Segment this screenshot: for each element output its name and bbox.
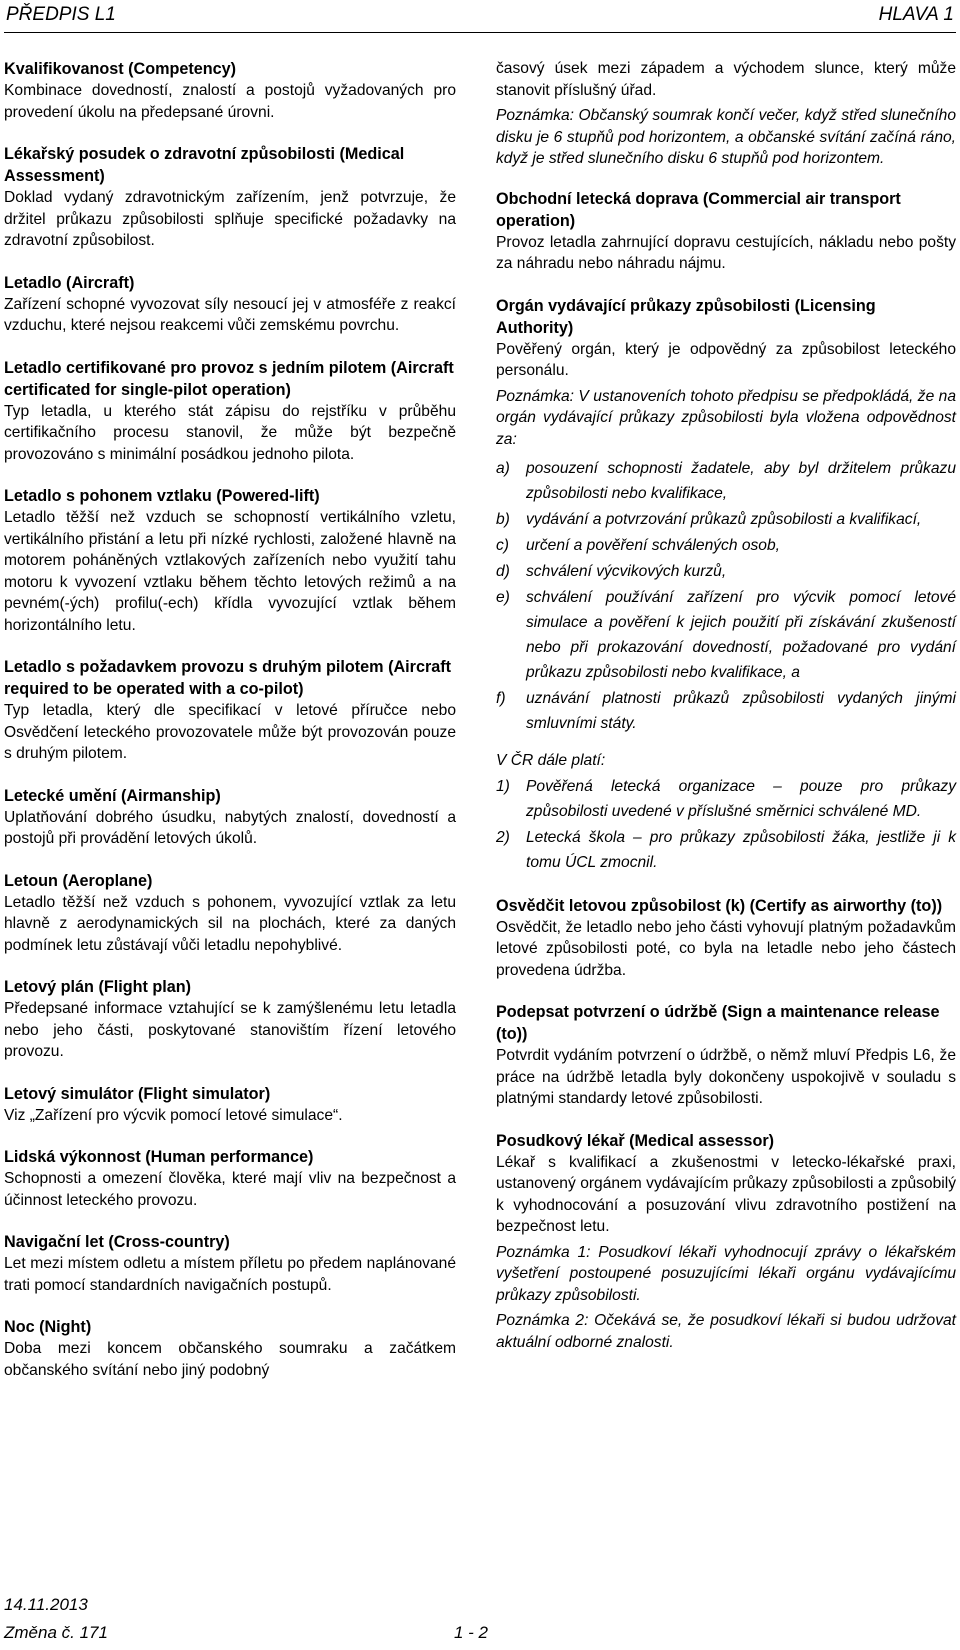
list-item-text: Letecká škola – pro průkazy způsobilosti žáka, jestliže ji k tomu ÚCL zmocnil. bbox=[526, 828, 956, 871]
list-item-text: určení a pověření schválených osob, bbox=[526, 537, 780, 554]
list-marker: 1) bbox=[496, 777, 510, 795]
definition-note: Poznámka: Občanský soumrak končí večer, když střed slunečního disku je 6 stupňů pod horizontem, a občanské svítání začíná ráno, když je střed slunečního disku 6 stupňů pod horizontem. bbox=[496, 107, 956, 167]
list-item-text: vydávání a potvrzování průkazů způsobilosti a kvalifikací, bbox=[526, 511, 922, 528]
definition-term: Letadlo s požadavkem provozu s druhým pilotem (Aircraft required to be operated with a co-pilot) bbox=[4, 658, 452, 698]
definition-note: Poznámka 1: Posudkoví lékaři vyhodnocují zprávy o lékařském vyšetření postoupené posuzujícími lékaři orgánu vydávajícímu průkazy způsobilosti. bbox=[496, 1243, 956, 1304]
cz-note-intro: V ČR dále platí: bbox=[496, 752, 606, 769]
list-marker: 2) bbox=[496, 828, 510, 846]
page-header bbox=[4, 2, 956, 33]
definition-term: Letadlo certifikované pro provoz s jedním pilotem (Aircraft certificated for single-pilot operation) bbox=[4, 358, 454, 399]
definition-text: časový úsek mezi západem a východem slunce, který může stanovit příslušný úřad. bbox=[496, 60, 956, 99]
definition-text: Provoz letadla zahrnující dopravu cestujících, nákladu nebo pošty za náhradu nebo náhradu nájmu. bbox=[496, 233, 956, 272]
definition-text: Doklad vydaný zdravotnickým zařízením, jenž potvrzuje, že držitel průkazu způsobilosti splňuje specifické požadavky na zdravotní způsobilost. bbox=[4, 189, 456, 249]
definition-entry bbox=[496, 188, 956, 275]
definition-term: Kvalifikovanost (Competency) bbox=[4, 60, 237, 78]
list-item bbox=[496, 507, 956, 532]
definition-entry bbox=[4, 1146, 456, 1211]
definition-term: Navigační let (Cross-country) bbox=[4, 1233, 230, 1251]
cz-list bbox=[496, 774, 956, 875]
definition-entry bbox=[4, 272, 456, 337]
footer-page-number: 1 - 2 bbox=[454, 1623, 489, 1642]
list-marker: e) bbox=[496, 589, 510, 606]
definition-text: Osvědčit, že letadlo nebo jeho části vyhovují platným požadavkům letové způsobilosti poté, co byla na letadle nebo jeho částech provedena údržba. bbox=[496, 918, 956, 979]
definition-text: Let mezi místem odletu a místem příletu po předem naplánované trati pomocí standardních navigačních postupů. bbox=[4, 1255, 456, 1294]
definition-term: Lidská výkonnost (Human performance) bbox=[4, 1148, 314, 1166]
definition-text: Typ letadla, u kterého stát zápisu do rejstříku v průběhu certifikačního procesu stanovil, že může být bezpečně provozováno s minimální posádkou jednoho pilota. bbox=[4, 402, 456, 463]
list-marker: d) bbox=[496, 563, 510, 580]
definition-text: Zařízení schopné vyvozovat síly nesoucí jej v atmosféře z reakcí vzduchu, které nejsou reakcemi vůči zemskému povrchu. bbox=[4, 295, 456, 334]
definition-entry bbox=[4, 976, 456, 1063]
definition-entry bbox=[4, 58, 456, 123]
definition-entry bbox=[4, 485, 456, 636]
definition-term: Letecké umění (Airmanship) bbox=[4, 786, 221, 805]
list-item-text: schválení výcvikových kurzů, bbox=[526, 563, 727, 580]
definition-term: Letadlo (Aircraft) bbox=[4, 273, 135, 292]
header-chapter: HLAVA 1 bbox=[878, 4, 954, 25]
definition-text: Letadlo těžší než vzduch s pohonem, vyvozující vztlak za letu hlavně z aerodynamických sil na plochách, které za daných podmínek letu zůstávají vůči letadlu nepohyblivé. bbox=[4, 893, 456, 954]
header-document-name: PŘEDPIS L1 bbox=[6, 4, 116, 25]
definition-entry bbox=[496, 1001, 956, 1110]
list-marker: c) bbox=[496, 537, 509, 554]
definition-term: Letoun (Aeroplane) bbox=[4, 871, 153, 890]
definition-text: Viz „Zařízení pro výcvik pomocí letové simulace“. bbox=[4, 1106, 343, 1124]
list-item bbox=[496, 774, 956, 824]
definition-entry bbox=[4, 1083, 456, 1127]
list-item bbox=[496, 456, 956, 506]
definition-note: Poznámka 2: Očekává se, že posudkoví lékaři si budou udržovat aktuální odborné znalosti. bbox=[496, 1312, 956, 1351]
definition-entry bbox=[4, 143, 456, 252]
definition-entry bbox=[4, 870, 456, 957]
definition-text: Typ letadla, který dle specifikací v letové příručce nebo Osvědčení leteckého provozovatele může být provozován pouze s druhým pilotem. bbox=[4, 702, 456, 762]
definition-text: Uplatňování dobrého úsudku, nabytých znalostí, dovedností a postojů při provádění letových úkolů. bbox=[4, 808, 456, 847]
definition-term: Lékařský posudek o zdravotní způsobilosti (Medical Assessment) bbox=[4, 145, 405, 185]
definition-text: Letadlo těžší než vzduch se schopností vertikálního vzletu, vertikálního přistání a letu při nízké rychlosti, založené hlavně na motorem poháněných vztlakových zařízeních nebo využití tahu motoru k vyvození vztlaku během těchto letových režimů a na pevném(-ých) profilu(-ech) křídla vyvozující vztlak během horizontálního letu. bbox=[4, 509, 456, 634]
list-marker: f) bbox=[496, 690, 506, 707]
definition-text: Doba mezi koncem občanského soumraku a začátkem občanského svítání nebo jiný podobný bbox=[4, 1340, 456, 1379]
list-item bbox=[496, 585, 956, 685]
definition-text: Kombinace dovedností, znalostí a postojů vyžadovaných pro provedení úkolu na předepsané úrovni. bbox=[4, 82, 456, 121]
list-item bbox=[496, 533, 956, 558]
list-item bbox=[496, 825, 956, 875]
list-item-text: posouzení schopnosti žadatele, aby byl držitelem průkazu způsobilosti nebo kvalifikace, bbox=[526, 460, 956, 502]
footer-amendment: Změna č. 171 bbox=[4, 1623, 108, 1642]
definition-term: Noc (Night) bbox=[4, 1318, 92, 1336]
responsibility-list bbox=[496, 456, 956, 736]
definition-term: Letový simulátor (Flight simulator) bbox=[4, 1084, 271, 1103]
definition-entry bbox=[4, 785, 456, 850]
definition-term: Letový plán (Flight plan) bbox=[4, 978, 192, 996]
definition-continuation bbox=[496, 58, 956, 170]
definition-term: Letadlo s pohonem vztlaku (Powered-lift) bbox=[4, 487, 320, 505]
list-marker: b) bbox=[496, 511, 510, 528]
list-item-text: Pověřená letecká organizace – pouze pro průkazy způsobilosti uvedené v příslušné směrnici schválené MD. bbox=[526, 777, 956, 820]
definition-entry bbox=[4, 656, 456, 765]
definition-text: Předepsané informace vztahující se k zamýšlenému letu letadla nebo jeho části, poskytované stanovištím řízení letového provozu. bbox=[4, 1000, 456, 1060]
definition-entry bbox=[496, 1130, 956, 1354]
definition-note: Poznámka: V ustanoveních tohoto předpisu se předpokládá, že na orgán vydávající průkazy způsobilosti byla vložena odpovědnost za: bbox=[496, 387, 956, 448]
definition-entry bbox=[496, 895, 956, 982]
footer-date: 14.11.2013 bbox=[4, 1595, 88, 1614]
definition-text: Schopnosti a omezení člověka, které mají vliv na bezpečnost a účinnost leteckého provozu. bbox=[4, 1170, 456, 1209]
definition-text: Pověřený orgán, který je odpovědný za způsobilost leteckého personálu. bbox=[496, 340, 956, 379]
definition-term: Obchodní letecká doprava (Commercial air transport operation) bbox=[496, 189, 901, 230]
list-item bbox=[496, 686, 956, 736]
definition-term: Orgán vydávající průkazy způsobilosti (Licensing Authority) bbox=[496, 296, 876, 337]
definition-term: Posudkový lékař (Medical assessor) bbox=[496, 1131, 775, 1150]
definition-text: Potvrdit vydáním potvrzení o údržbě, o němž mluví Předpis L6, že práce na údržbě letadla byly dokončeny uspokojivě v souladu s platnými standardy letové způsobilosti. bbox=[496, 1047, 956, 1107]
list-item-text: schválení používání zařízení pro výcvik pomocí letové simulace a pověření k jejich použití při získávání zkušeností nebo při prokazování dovedností, požadované pro vydání průkazu způsobilosti nebo kvalifikace, a bbox=[526, 589, 956, 681]
left-column bbox=[4, 58, 456, 1401]
definition-entry bbox=[496, 295, 956, 875]
list-marker: a) bbox=[496, 460, 510, 477]
list-item bbox=[496, 559, 956, 584]
right-column bbox=[496, 58, 956, 1373]
list-item-text: uznávání platnosti průkazů způsobilosti vydaných jinými smluvními státy. bbox=[526, 690, 956, 732]
definition-term: Osvědčit letovou způsobilost (k) (Certify as airworthy (to)) bbox=[496, 896, 943, 915]
definition-entry bbox=[4, 1316, 456, 1381]
definition-term: Podepsat potvrzení o údržbě (Sign a maintenance release (to)) bbox=[496, 1003, 940, 1043]
definition-text: Lékař s kvalifikací a zkušenostmi v letecko-lékařské praxi, ustanovený orgánem vydávajícím průkazy způsobilosti a způsobilý k vyhodnocování a posuzování vlivu zdravotního postižení na bezpečnost letu. bbox=[496, 1153, 956, 1235]
definition-entry bbox=[4, 1231, 456, 1296]
definition-entry bbox=[4, 357, 456, 466]
